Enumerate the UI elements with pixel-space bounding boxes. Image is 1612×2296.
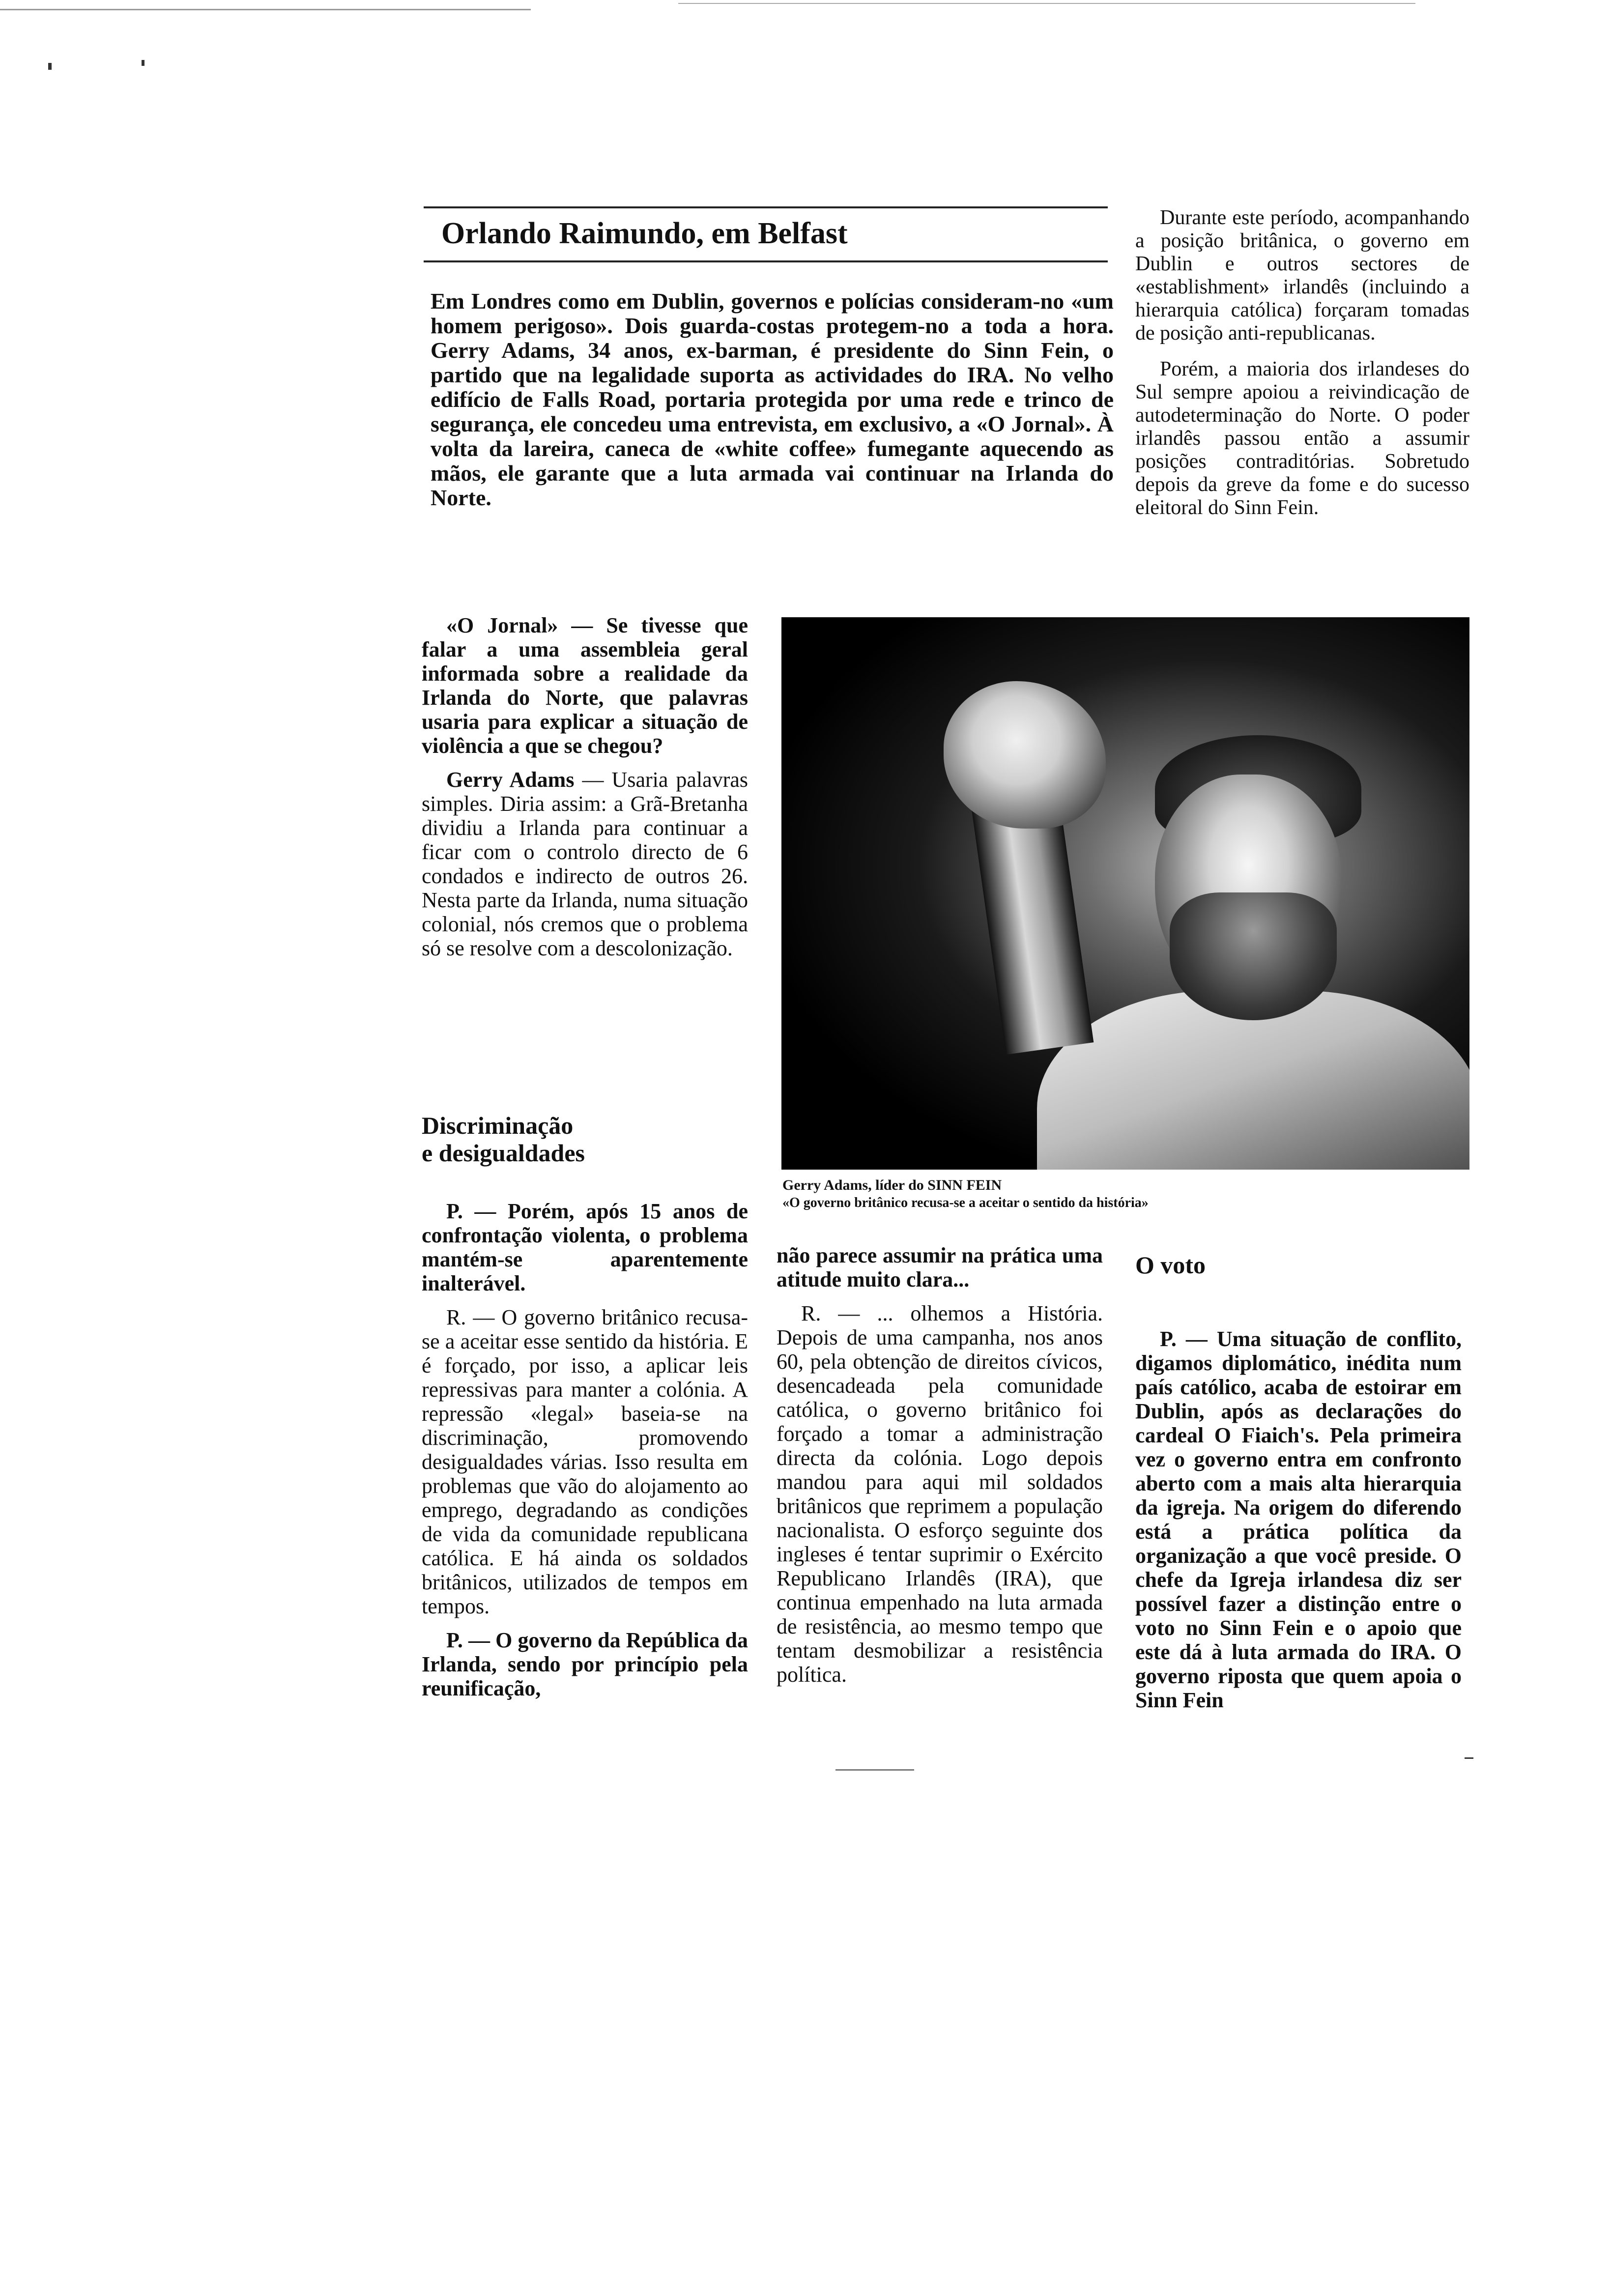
scan-bottom-mark xyxy=(835,1769,914,1771)
question-3-continued: não parece assumir na prática uma atitude muito clara... xyxy=(777,1243,1103,1292)
answer-2: R. — O governo britânico recusa-se a aceitar esse sentido da história. E é forçado, por isso, a aplicar leis repressivas para manter a colónia. A repressão «legal» baseia-se na discriminação, promovendo desigualdades várias. Isso resulta em problemas que vão do alojamento ao emprego, degradando as condições de vida da comunidade republicana católica. E há ainda os soldados britânicos, utilizados de tempos em tempos. xyxy=(422,1305,748,1618)
answer-3: R. — ... olhemos a História. Depois de uma campanha, nos anos 60, pela obtenção de direitos cívicos, desencadeada pela comunidade católica, o governo britânico foi forçado a tomar a administração directa da colónia. Logo depois mandou para aqui mil soldados britânicos que reprimem a população nacionalista. O esforço seguinte dos ingleses é tentar suprimir o Exército Republicano Irlandês (IRA), que continua empenhado na luta armada de resistência, ao mesmo tempo que tentam desmobilizar a resistência política. xyxy=(777,1301,1103,1687)
photo-caption-line-2: «O governo britânico recusa-se a aceitar o sentido da história» xyxy=(782,1195,1149,1210)
gerry-adams-photo xyxy=(781,617,1469,1170)
photo-arm-shape xyxy=(971,789,1094,1055)
column-2 xyxy=(777,1243,1103,1696)
answer-1-text: — Usaria palavras simples. Diria assim: a Grã-Bretanha dividiu a Irlanda para continuar a ficar com o controlo directo de 6 condados e indirecto de outros 26. Nesta parte da Irlanda, numa situação colonial, nós cremos que o problema só se resolve com a descolonização. xyxy=(422,768,748,960)
question-1: «O Jornal» — Se tivesse que falar a uma assembleia geral informada sobre a realidade da Irlanda do Norte, que palavras usaria para explicar a situação de violência a que se chegou? xyxy=(422,613,748,758)
lead-paragraph: Em Londres como em Dublin, governos e polícias consideram-no «um homem perigoso». Dois guarda-costas protegem-no a toda a hora. Gerry Adams, 34 anos, ex-barman, é presidente do Sinn Fein, o partido que na legalidade suporta as actividades do IRA. No velho edifício de Falls Road, portaria protegida por uma rede e trinco de segurança, ele concedeu uma entrevista, em exclusivo, a «O Jornal». À volta da lareira, caneca de «white coffee» fumegante aquecendo as mãos, ele garante que a luta armada vai continuar na Irlanda do Norte. xyxy=(431,288,1114,510)
column-1-lower xyxy=(422,1199,748,1710)
column-3 xyxy=(1135,1327,1462,1722)
subhead-o-voto: O voto xyxy=(1135,1251,1206,1279)
right-top-column xyxy=(1135,206,1469,529)
scan-speck xyxy=(48,63,52,70)
photo-beard-shape xyxy=(1170,892,1337,1020)
photo-caption-line-1: Gerry Adams, líder do SINN FEIN xyxy=(782,1177,1002,1193)
scan-top-rule-right xyxy=(678,3,1415,4)
scan-speck xyxy=(142,60,144,66)
right-top-paragraph-2: Porém, a maioria dos irlandeses do Sul sempre apoiou a reivindicação de autodeterminação do Norte. O poder irlandês passou então a assumir posições contraditórias. Sobretudo depois da greve da fome e do sucesso eleitoral do Sinn Fein. xyxy=(1135,358,1469,519)
photo-caption xyxy=(782,1177,1323,1212)
right-top-paragraph-1: Durante este período, acompanhando a posição britânica, o governo em Dublin e outros sectores de «establishment» irlandês (incluindo a hierarquia católica) forçaram tomadas de posição anti-republicanas. xyxy=(1135,206,1469,344)
photo-raised-fist-shape xyxy=(944,681,1106,829)
header-bottom-rule xyxy=(424,260,1108,262)
question-3: P. — O governo da República da Irlanda, sendo por princípio pela reunificação, xyxy=(422,1628,748,1700)
question-2: P. — Porém, após 15 anos de confrontação violenta, o problema mantém-se aparentemente inalterável. xyxy=(422,1199,748,1295)
column-1-upper xyxy=(422,613,748,970)
header-top-rule xyxy=(424,206,1108,208)
scan-top-rule-left xyxy=(0,9,531,10)
scan-speck xyxy=(1465,1757,1473,1759)
subhead-line-2: e desigualdades xyxy=(422,1139,585,1167)
subhead-discriminacao xyxy=(422,1112,667,1167)
subhead-line-1: Discriminação xyxy=(422,1112,574,1139)
answer-1 xyxy=(422,768,748,960)
answer-1-speaker: Gerry Adams xyxy=(446,768,575,792)
article-byline: Orlando Raimundo, em Belfast xyxy=(441,217,848,250)
question-4: P. — Uma situação de conflito, digamos diplomático, inédita num país católico, acaba de estoirar em Dublin, após as declarações do cardeal O Fiaich's. Pela primeira vez o governo entra em confronto aberto com a mais alta hierarquia da igreja. Na origem do diferendo está a prática política da organização a que você preside. O chefe da Igreja irlandesa diz ser possível fazer a distinção entre o voto no Sinn Fein e o apoio que este dá à luta armada do IRA. O governo riposta que quem apoia o Sinn Fein xyxy=(1135,1327,1462,1712)
